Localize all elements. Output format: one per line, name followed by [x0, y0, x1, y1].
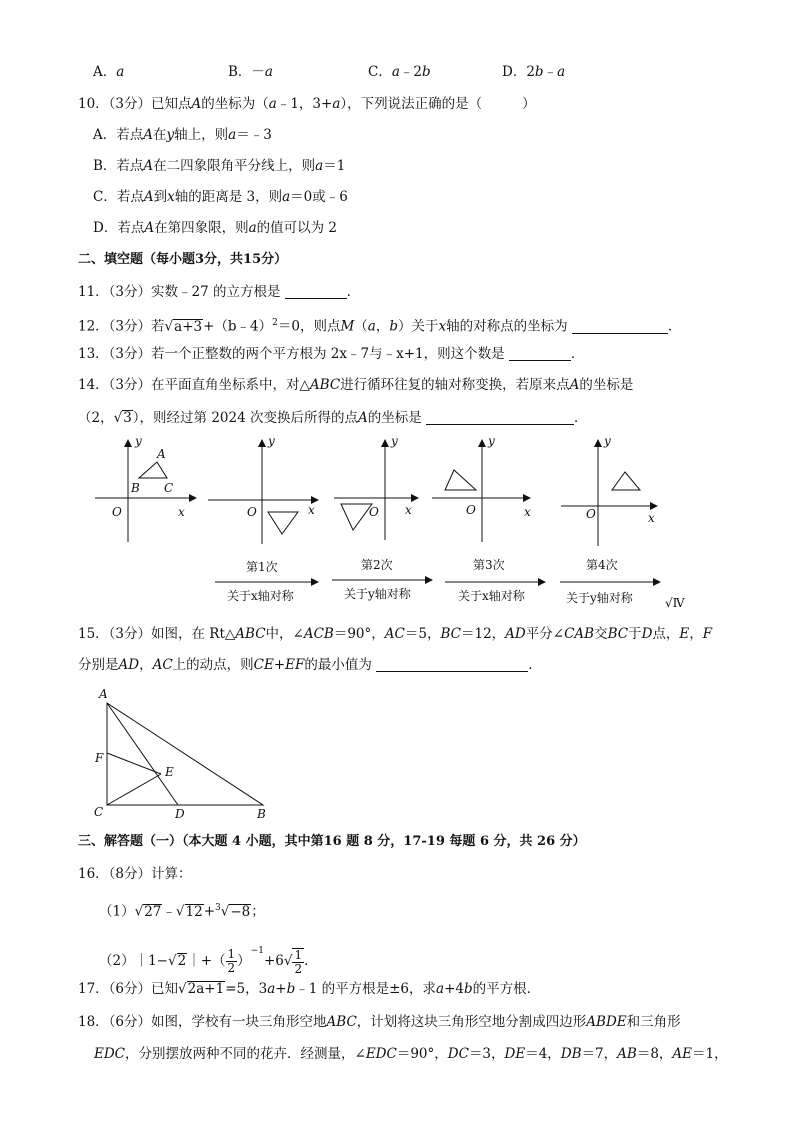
panel5-x-label: x — [648, 511, 655, 525]
point-e-label: E — [165, 765, 174, 779]
panel3-origin: O — [369, 505, 379, 519]
q12-answer-blank[interactable] — [572, 319, 668, 334]
panel1-label-b: B — [131, 481, 140, 495]
panel3-y-label: y — [391, 434, 398, 448]
q13-answer-blank[interactable] — [509, 346, 571, 361]
panel1-label-c: C — [164, 481, 174, 495]
segment-fe — [107, 753, 161, 774]
q11-answer-blank[interactable] — [285, 284, 347, 299]
q10-option-d: D．若点A在第四象限，则a的值可以为 2 — [93, 220, 338, 236]
q15-answer-blank[interactable] — [376, 657, 528, 672]
q18-line2: EDC，分别摆放两种不同的花卉．经测量，∠EDC＝90°，DC＝3，DE＝4，DB＝7，AB＝8，AE＝1， — [94, 1046, 728, 1062]
panel5-y-label: y — [604, 434, 611, 448]
q18-line1: 18．（6分）如图，学校有一块三角形空地ABC，计划将这块三角形空地分割成四边形ABDE和三角形 — [78, 1014, 681, 1030]
q14-line1: 14．（3分）在平面直角坐标系中，对△ABC进行循环往复的轴对称变换，若原来点A的坐标是 — [78, 377, 634, 393]
q10-option-a: A．若点A在y轴上，则a＝﹣3 — [93, 127, 272, 143]
point-f-label: F — [95, 751, 104, 765]
panel2-x-label: x — [308, 503, 315, 517]
panel1-triangle — [139, 462, 167, 478]
q16-stem: 16．（8分）计算： — [78, 866, 192, 882]
panel3-x-label: x — [405, 503, 412, 517]
q15-line1: 15．（3分）如图，在 Rt△ABC中，∠ACB＝90°，AC＝5，BC＝12，AD平分∠CAB交BC于D点，E，F — [78, 626, 713, 642]
q14-answer-blank[interactable] — [426, 410, 574, 425]
step3-label: 第3次 — [473, 558, 505, 572]
q16-part2: （2）｜1−√2｜+（ $\frac{1}{2}$ ）$^{-1}$+6√ $\frac{1}{2}$ ． — [99, 946, 318, 976]
q15-line2: 分别是AD，AC上的动点，则CE+EF的最小值为 ． — [78, 657, 542, 673]
panel4-x-label: x — [524, 505, 531, 519]
panel2-triangle — [268, 512, 298, 534]
step4-label: 第4次 — [586, 558, 618, 572]
bisector-ad — [107, 703, 178, 805]
step2-rule: 关于y轴对称 — [344, 587, 411, 601]
panel5-triangle — [612, 472, 640, 490]
q11: 11．（3分）实数﹣27 的立方根是 ． — [78, 284, 361, 300]
step2-label: 第2次 — [361, 558, 393, 572]
steps-tail-mark: √Ⅳ — [665, 596, 685, 610]
q16-part1: （1）√27﹣√12+$^3$√−8； — [99, 903, 265, 920]
panel4-origin: O — [466, 503, 476, 517]
panel5-origin: O — [586, 507, 596, 521]
q10-option-b: B．若点A在二四象限角平分线上，则a＝1 — [93, 158, 346, 174]
panel1-origin: O — [112, 505, 122, 519]
segment-ce — [107, 774, 161, 805]
q9-option-a: A．a — [93, 64, 125, 80]
triangle-abc — [107, 703, 263, 805]
panel1-x-label: x — [178, 505, 185, 519]
panel1-label-a: A — [157, 447, 166, 461]
vertex-c-label: C — [94, 805, 104, 819]
vertex-a-label: A — [99, 687, 108, 701]
q14-transform-figure — [0, 432, 794, 614]
q13: 13．（3分）若一个正整数的两个平方根为 2x﹣7与﹣x+1，则这个数是 ． — [78, 346, 585, 362]
q17: 17．（6分）已知√2a+1=5，3a+b﹣1 的平方根是±6，求a+4b的平方根． — [78, 981, 541, 997]
panel4-triangle — [445, 470, 476, 490]
panel4-y-label: y — [488, 434, 495, 448]
point-d-label: D — [175, 807, 185, 821]
panel3-triangle — [341, 504, 372, 530]
q9-option-d: D．2b﹣a — [502, 64, 566, 80]
q12: 12．（3分）若√a+3+（b﹣4）$^2$＝0，则点M（a，b）关于x轴的对称点的坐标为 ． — [78, 318, 682, 335]
step4-rule: 关于y轴对称 — [566, 591, 633, 605]
panel1-y-label: y — [135, 434, 142, 448]
step1-label: 第1次 — [246, 560, 278, 574]
q9-option-c: C．a﹣2b — [368, 64, 431, 80]
q9-option-b: B．－a — [228, 64, 273, 80]
q14-line2: （2，√3），则经过第 2024 次变换后所得的点A的坐标是 ． — [78, 410, 588, 426]
step3-rule: 关于x轴对称 — [458, 589, 525, 603]
q10-stem: 10．（3分）已知点A的坐标为（a﹣1，3+a），下列说法正确的是（ ） — [78, 96, 536, 112]
vertex-b-label: B — [257, 807, 266, 821]
section-3-heading: 三、解答题（一）（本大题 4 小题，其中第16 题 8 分，17-19 每题 6 分，共 26 分） — [78, 834, 586, 849]
section-2-heading: 二、填空题（每小题3分，共15分） — [78, 252, 288, 267]
q15-triangle-figure — [85, 684, 285, 824]
step1-rule: 关于x轴对称 — [227, 589, 294, 603]
panel2-y-label: y — [268, 434, 275, 448]
q10-option-c: C．若点A到x轴的距离是 3，则a＝0或﹣6 — [93, 189, 348, 205]
panel2-origin: O — [247, 505, 257, 519]
